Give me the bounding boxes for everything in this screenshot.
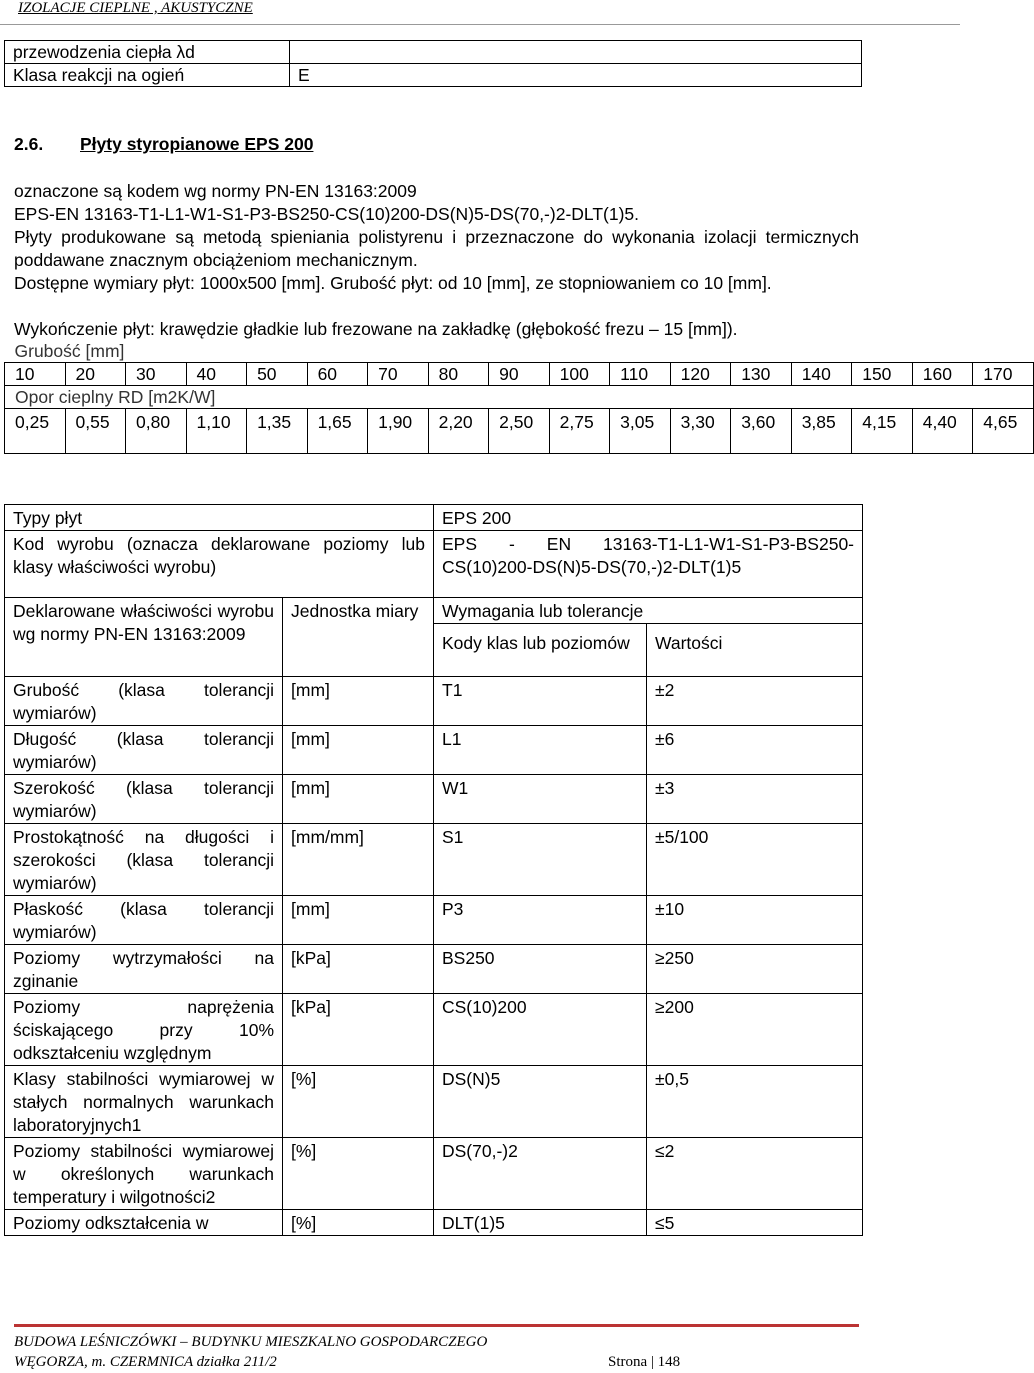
code-cell: DS(N)5 — [434, 1066, 647, 1138]
footer-location: WĘGORZA, m. CZERMNICA działka 211/2 — [14, 1354, 277, 1370]
resistance-cell: 1,35 — [247, 409, 308, 454]
spec-row — [5, 726, 863, 775]
value-cell: ±5/100 — [647, 824, 863, 896]
resistance-label: Opor cieplny RD [m2K/W] — [5, 386, 1034, 409]
value-label: Wartości — [647, 624, 863, 677]
code-cell: S1 — [434, 824, 647, 896]
table-row — [5, 64, 862, 87]
unit-label: Jednostka miary — [283, 598, 434, 677]
table-cell — [290, 41, 862, 64]
paragraph-norm: oznaczone są kodem wg normy PN-EN 13163:2009 — [14, 181, 417, 201]
resistance-cell: 2,50 — [489, 409, 550, 454]
thickness-table — [4, 340, 1034, 454]
value-cell: ±3 — [647, 775, 863, 824]
thickness-cell: 150 — [852, 363, 913, 386]
code-cell: W1 — [434, 775, 647, 824]
table-row — [5, 505, 863, 531]
spec-row — [5, 896, 863, 945]
thickness-cell: 10 — [5, 363, 66, 386]
section-heading — [14, 134, 313, 155]
unit-cell: [mm] — [283, 677, 434, 726]
section-title: Płyty styropianowe EPS 200 — [80, 134, 314, 154]
code-cell: CS(10)200 — [434, 994, 647, 1066]
resistance-cell: 3,85 — [791, 409, 852, 454]
thickness-cell: 110 — [610, 363, 671, 386]
value-cell: ≥250 — [647, 945, 863, 994]
resistance-cell: 3,30 — [670, 409, 731, 454]
spec-row — [5, 677, 863, 726]
property-cell: Poziomy stabilności wymiarowej w określonych warunkach temperatury i wilgotności2 — [5, 1138, 283, 1210]
header-divider — [0, 24, 960, 25]
spec-row — [5, 1138, 863, 1210]
thickness-cell: 50 — [247, 363, 308, 386]
property-cell: Poziomy naprężenia ściskającego przy 10% odkształceniu względnym — [5, 994, 283, 1066]
paragraph-finish: Wykończenie płyt: krawędzie gładkie lub frezowane na zakładkę (głębokość frezu – 15 [mm]). — [14, 319, 738, 339]
resistance-cell: 4,15 — [852, 409, 913, 454]
resistance-cell: 1,90 — [368, 409, 429, 454]
thickness-cell: 130 — [731, 363, 792, 386]
types-label: Typy płyt — [5, 505, 434, 531]
resistance-cell: 1,10 — [186, 409, 247, 454]
code-cell: L1 — [434, 726, 647, 775]
value-cell: ≤5 — [647, 1210, 863, 1236]
value-cell: ±10 — [647, 896, 863, 945]
value-cell: ≤2 — [647, 1138, 863, 1210]
code-value: EPS - EN 13163-T1-L1-W1-S1-P3-BS250-CS(10)200-DS(N)5-DS(70,-)2-DLT(1)5 — [434, 531, 863, 598]
thickness-cell: 90 — [489, 363, 550, 386]
table-row — [5, 41, 862, 64]
property-cell: Klasy stabilności wymiarowej w stałych normalnych warunkach laboratoryjnych1 — [5, 1066, 283, 1138]
unit-cell: [kPa] — [283, 994, 434, 1066]
spec-row — [5, 945, 863, 994]
paragraph-dimensions: Dostępne wymiary płyt: 1000x500 [mm]. Grubość płyt: od 10 [mm], ze stopniowaniem co 10 [mm]. — [14, 273, 772, 293]
thickness-cell: 170 — [973, 363, 1034, 386]
spec-row — [5, 1066, 863, 1138]
code-cell: P3 — [434, 896, 647, 945]
resistance-cell: 1,65 — [307, 409, 368, 454]
section-number: 2.6. — [14, 134, 44, 154]
spec-row — [5, 1210, 863, 1236]
thickness-cell: 70 — [368, 363, 429, 386]
declared-label: Deklarowane właściwości wyrobu wg normy PN-EN 13163:2009 — [5, 598, 283, 677]
property-cell: Szerokość (klasa tolerancji wymiarów) — [5, 775, 283, 824]
unit-cell: [kPa] — [283, 945, 434, 994]
thickness-cell: 120 — [670, 363, 731, 386]
unit-cell: [%] — [283, 1138, 434, 1210]
value-cell: ±2 — [647, 677, 863, 726]
unit-cell: [mm/mm] — [283, 824, 434, 896]
table-cell: E — [290, 64, 862, 87]
class-label: Kody klas lub poziomów — [434, 624, 647, 677]
resistance-cell: 0,55 — [65, 409, 126, 454]
types-value: EPS 200 — [434, 505, 863, 531]
table-cell: przewodzenia ciepła λd — [5, 41, 290, 64]
code-cell: T1 — [434, 677, 647, 726]
table-row-thickness — [5, 363, 1034, 386]
table-row — [5, 531, 863, 598]
table-row-resistance — [5, 409, 1034, 454]
thickness-cell: 30 — [126, 363, 187, 386]
resistance-cell: 3,60 — [731, 409, 792, 454]
unit-cell: [mm] — [283, 775, 434, 824]
thickness-cell: 140 — [791, 363, 852, 386]
thickness-cell: 20 — [65, 363, 126, 386]
value-cell: ≥200 — [647, 994, 863, 1066]
spec-row — [5, 994, 863, 1066]
resistance-cell: 2,75 — [549, 409, 610, 454]
spec-row — [5, 824, 863, 896]
spec-table-body — [5, 677, 863, 1236]
property-cell: Grubość (klasa tolerancji wymiarów) — [5, 677, 283, 726]
thickness-cell: 160 — [912, 363, 973, 386]
code-cell: BS250 — [434, 945, 647, 994]
thickness-label: Grubość [mm] — [5, 340, 1034, 363]
paragraph-description: Płyty produkowane są metodą spieniania polistyrenu i przeznaczone do wykonania izolacji termicznych poddawane znacznym obciążeniom mechanicznym. — [14, 227, 859, 270]
footer-project: BUDOWA LEŚNICZÓWKI – BUDYNKU MIESZKALNO GOSPODARCZEGO — [14, 1334, 488, 1350]
table-row — [5, 598, 863, 624]
requirements-label: Wymagania lub tolerancje — [434, 598, 863, 624]
thickness-cell: 100 — [549, 363, 610, 386]
unit-cell: [%] — [283, 1066, 434, 1138]
property-cell: Długość (klasa tolerancji wymiarów) — [5, 726, 283, 775]
table-cell: Klasa reakcji na ogień — [5, 64, 290, 87]
property-cell: Poziomy odkształcenia w — [5, 1210, 283, 1236]
thickness-cell: 80 — [428, 363, 489, 386]
page-number: Strona | 148 — [608, 1354, 681, 1370]
unit-cell: [mm] — [283, 726, 434, 775]
resistance-cell: 3,05 — [610, 409, 671, 454]
property-cell: Płaskość (klasa tolerancji wymiarów) — [5, 896, 283, 945]
resistance-cell: 0,80 — [126, 409, 187, 454]
value-cell: ±6 — [647, 726, 863, 775]
code-cell: DS(70,-)2 — [434, 1138, 647, 1210]
paragraph-code: EPS-EN 13163-T1-L1-W1-S1-P3-BS250-CS(10)200-DS(N)5-DS(70,-)2-DLT(1)5. — [14, 204, 640, 224]
code-label: Kod wyrobu (oznacza deklarowane poziomy lub klasy właściwości wyrobu) — [5, 531, 434, 598]
unit-cell: [%] — [283, 1210, 434, 1236]
spec-row — [5, 775, 863, 824]
resistance-cell: 0,25 — [5, 409, 66, 454]
spec-table — [4, 504, 863, 1236]
property-cell: Prostokątność na długości i szerokości (klasa tolerancji wymiarów) — [5, 824, 283, 896]
code-cell: DLT(1)5 — [434, 1210, 647, 1236]
thickness-cell: 40 — [186, 363, 247, 386]
value-cell: ±0,5 — [647, 1066, 863, 1138]
resistance-cell: 2,20 — [428, 409, 489, 454]
resistance-cell: 4,40 — [912, 409, 973, 454]
resistance-cell: 4,65 — [973, 409, 1034, 454]
thickness-resistance-grid — [4, 340, 1018, 458]
table-row — [5, 340, 1034, 363]
unit-cell: [mm] — [283, 896, 434, 945]
top-table — [4, 40, 862, 87]
table-row — [5, 386, 1034, 409]
thickness-cell: 60 — [307, 363, 368, 386]
document-header-title: IZOLACJE CIEPLNE , AKUSTYCZNE — [18, 0, 253, 16]
property-cell: Poziomy wytrzymałości na zginanie — [5, 945, 283, 994]
footer-divider — [14, 1324, 859, 1327]
